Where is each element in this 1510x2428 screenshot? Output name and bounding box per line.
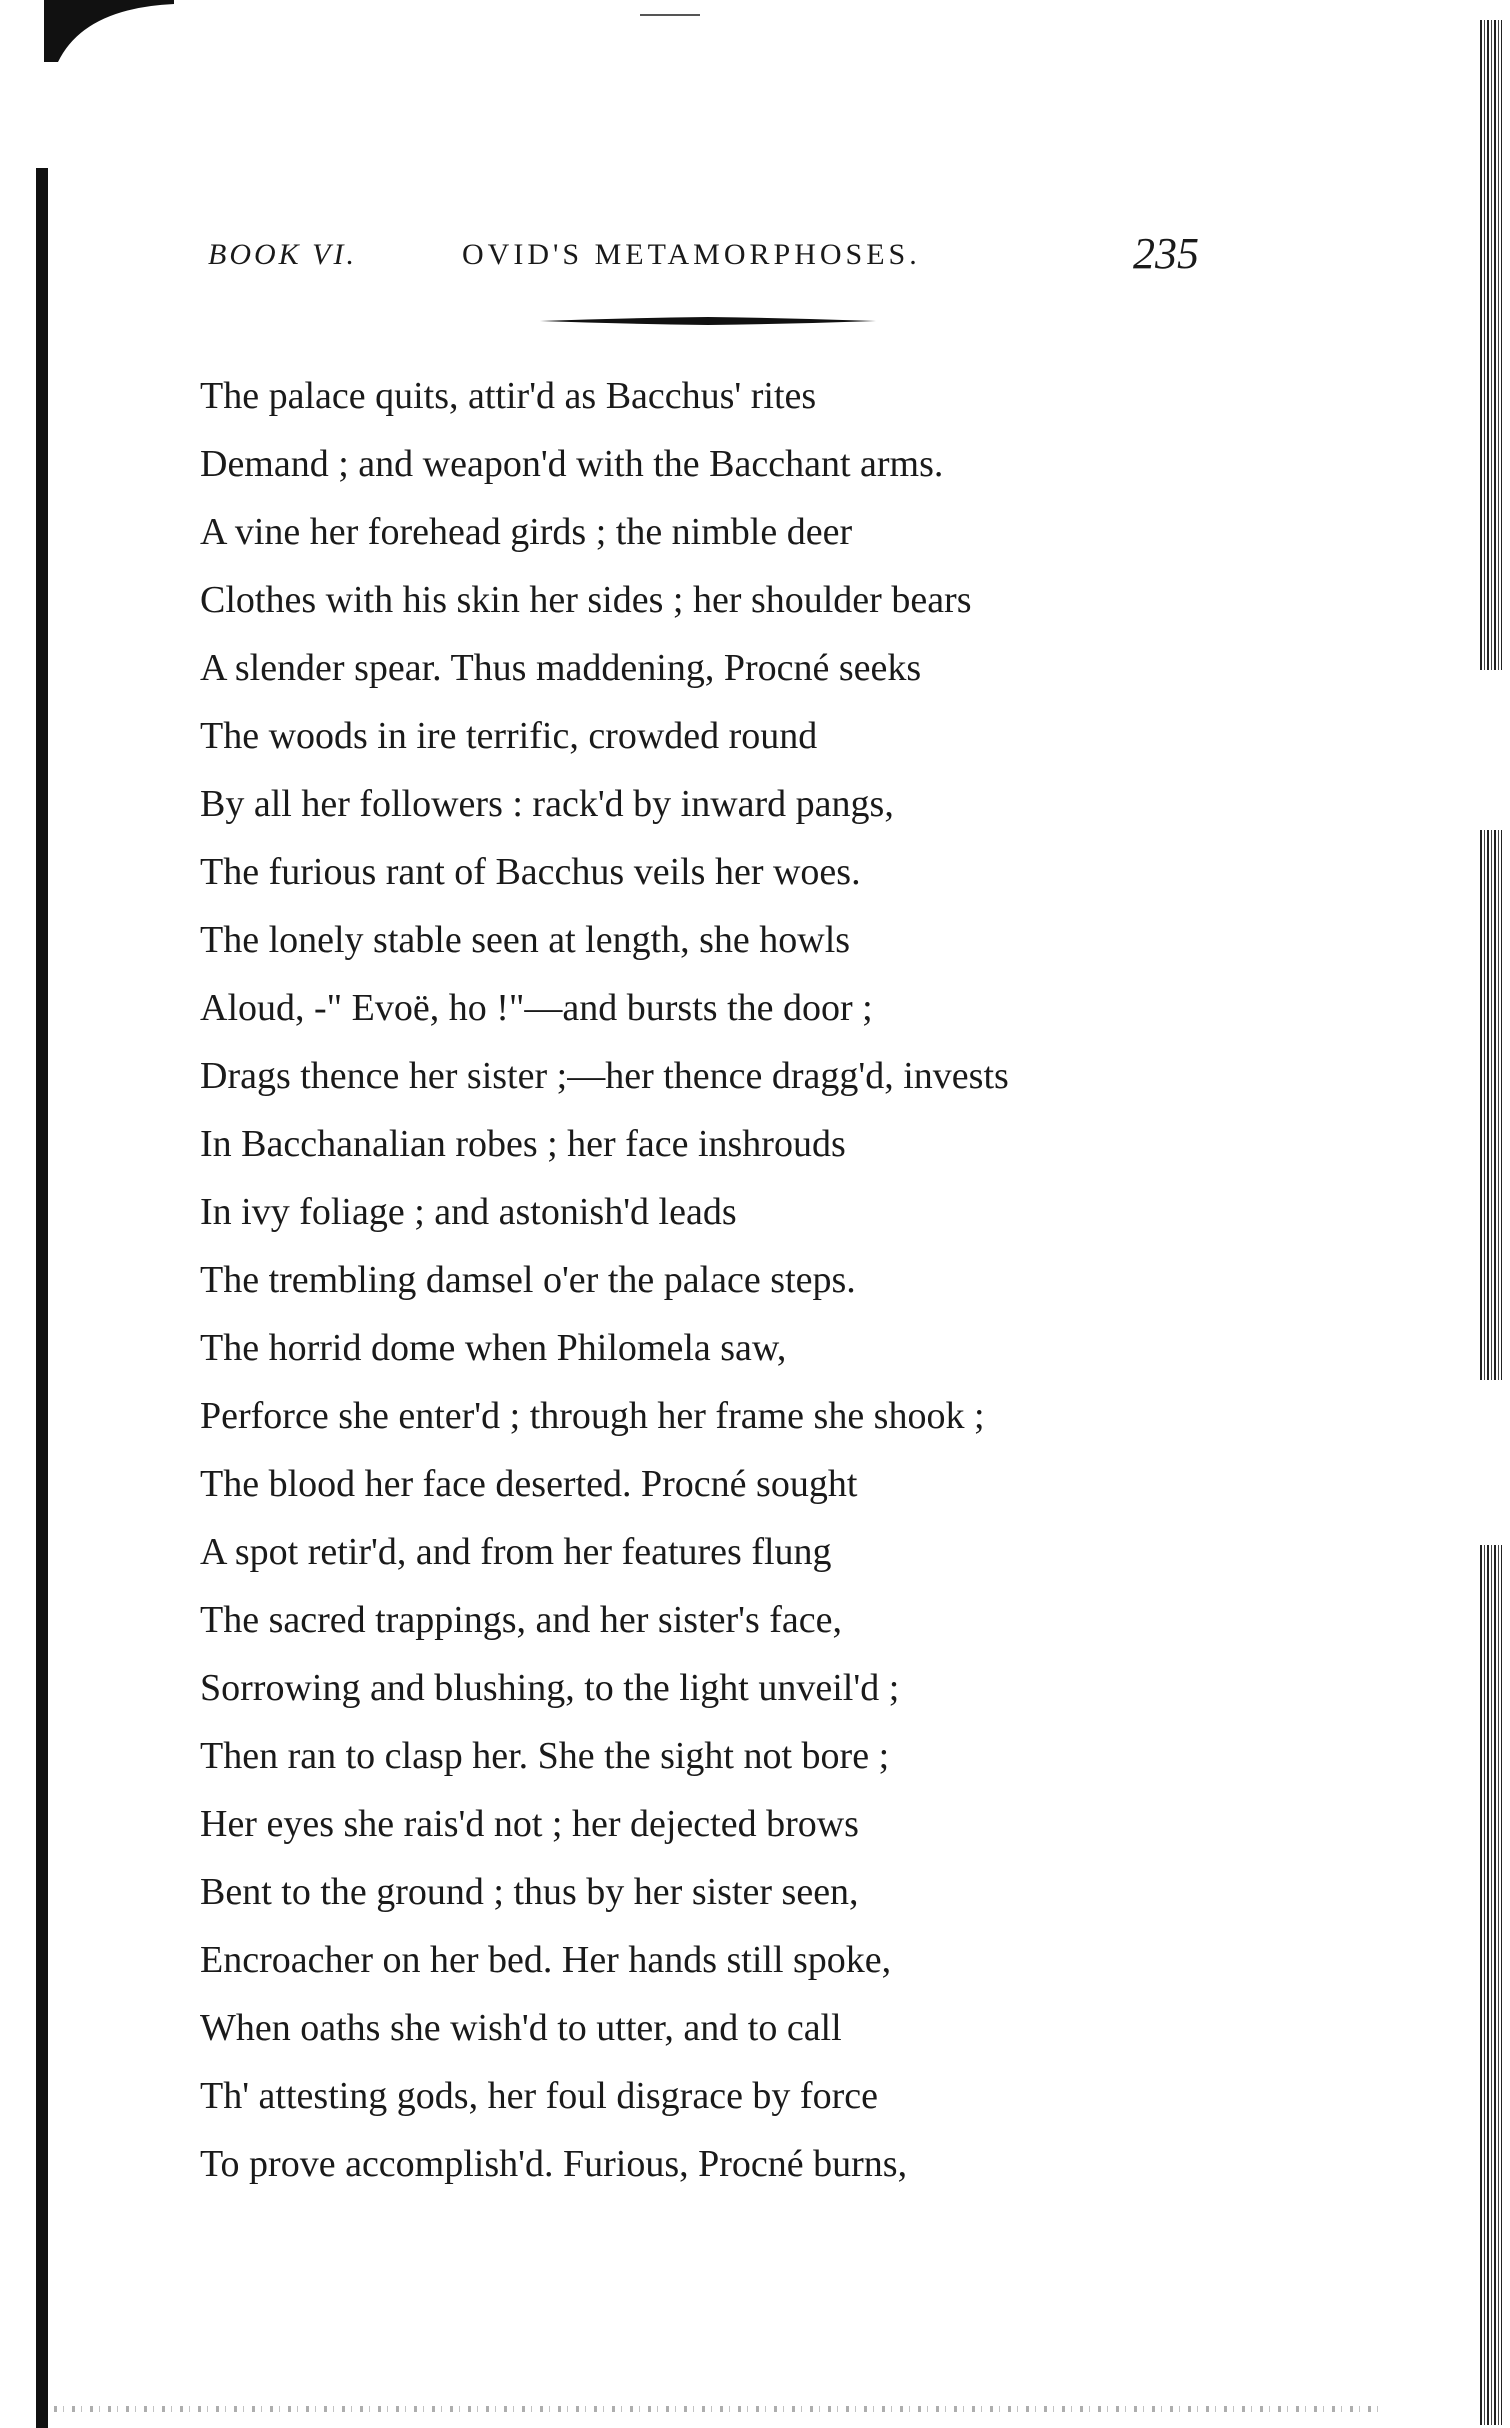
page-edge-strip: [1480, 1545, 1502, 2425]
verse-line: The woods in ire terrific, crowded round: [200, 715, 818, 757]
verse-line: Bent to the ground ; thus by her sister seen,: [200, 1871, 859, 1913]
verse-line: A slender spear. Thus maddening, Procné seeks: [200, 647, 922, 689]
page-number: 235: [1133, 229, 1199, 278]
running-head-book: BOOK VI.: [208, 238, 357, 271]
verse-line: Clothes with his skin her sides ; her shoulder bears: [200, 579, 972, 621]
verse-line: A spot retir'd, and from her features flung: [200, 1531, 832, 1573]
corner-mark-artifact: [44, 0, 174, 62]
verse-line: Then ran to clasp her. She the sight not bore ;: [200, 1735, 890, 1777]
verse-line: Her eyes she rais'd not ; her dejected brows: [200, 1803, 859, 1845]
page-edge-strip: [1480, 830, 1502, 1380]
verse-line: The blood her face deserted. Procné sought: [200, 1463, 858, 1505]
running-head: [208, 228, 1218, 278]
verse-line: The sacred trappings, and her sister's face,: [200, 1599, 843, 1641]
verse-line: The lonely stable seen at length, she howls: [200, 919, 851, 961]
verse-line: The trembling damsel o'er the palace steps.: [200, 1259, 856, 1301]
top-rule-artifact: [640, 14, 700, 16]
verse-line: Sorrowing and blushing, to the light unveil'd ;: [200, 1667, 900, 1709]
verse-line: When oaths she wish'd to utter, and to call: [200, 2007, 842, 2049]
verse-line: In ivy foliage ; and astonish'd leads: [200, 1191, 737, 1233]
binding-edge-bar: [36, 168, 48, 2428]
running-head-title: OVID'S METAMORPHOSES.: [462, 238, 921, 271]
verse-line: Drags thence her sister ;—her thence dragg'd, invests: [200, 1055, 1009, 1097]
verse-line: To prove accomplish'd. Furious, Procné burns,: [200, 2143, 908, 2185]
verse-line: The furious rant of Bacchus veils her woes.: [200, 851, 861, 893]
ornament-rule: [540, 316, 876, 326]
verse-line: Perforce she enter'd ; through her frame she shook ;: [200, 1395, 985, 1437]
verse-line: Th' attesting gods, her foul disgrace by force: [200, 2075, 878, 2117]
verse-line: Demand ; and weapon'd with the Bacchant arms.: [200, 443, 944, 485]
verse-line: The palace quits, attir'd as Bacchus' rites: [200, 375, 817, 417]
verse-line: By all her followers : rack'd by inward pangs,: [200, 783, 894, 825]
scan-noise-artifact: [54, 2406, 1384, 2412]
verse-line: Encroacher on her bed. Her hands still spoke,: [200, 1939, 892, 1981]
verse-line: The horrid dome when Philomela saw,: [200, 1327, 787, 1369]
verse-line: In Bacchanalian robes ; her face inshrouds: [200, 1123, 846, 1165]
verse-line: Aloud, -" Evoë, ho !"—and bursts the door ;: [200, 987, 873, 1029]
verse-block: [200, 362, 1200, 2198]
verse-line: A vine her forehead girds ; the nimble deer: [200, 511, 853, 553]
page-edge-strip: [1480, 20, 1502, 670]
